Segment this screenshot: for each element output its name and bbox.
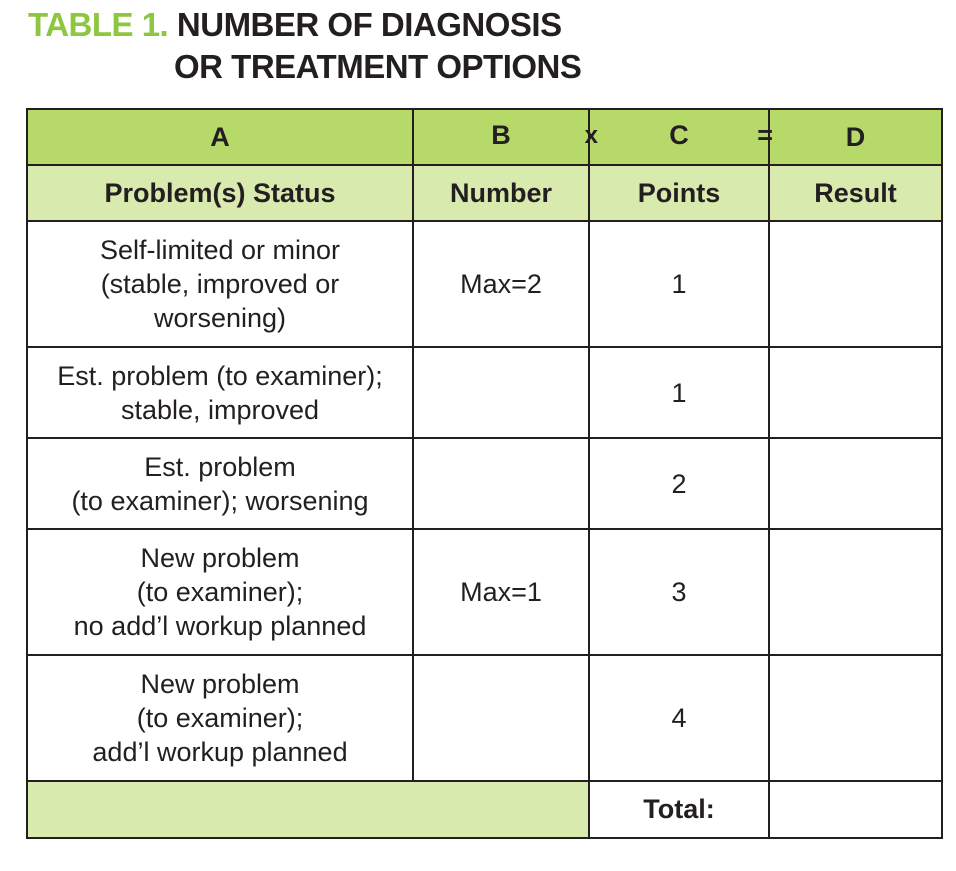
formula-letter-row	[27, 109, 942, 165]
problem-status-cell	[27, 655, 413, 781]
table-row	[27, 529, 942, 655]
result-cell	[769, 347, 942, 438]
total-label: Total:	[589, 781, 769, 838]
letter-a: A	[27, 109, 413, 165]
result-cell	[769, 655, 942, 781]
letter-c-cell	[589, 109, 773, 165]
header-number: Number	[413, 165, 589, 221]
result-cell	[769, 529, 942, 655]
problem-status-cell	[27, 221, 413, 347]
letter-c: C	[669, 120, 689, 150]
number-cell	[413, 347, 589, 438]
table-row	[27, 221, 942, 347]
points-cell: 4	[589, 655, 769, 781]
status-line: (to examiner);	[136, 577, 304, 607]
points-cell: 2	[589, 438, 769, 529]
status-line: Self-limited or minor	[99, 235, 341, 265]
problem-status-cell	[27, 529, 413, 655]
table-row	[27, 438, 942, 529]
result-cell	[769, 438, 942, 529]
total-row-filler	[27, 781, 589, 838]
problem-status-cell	[27, 438, 413, 529]
status-line: (to examiner);	[136, 703, 304, 733]
points-cell: 1	[589, 347, 769, 438]
table-title	[28, 4, 581, 88]
status-line: no add’l workup planned	[73, 611, 367, 641]
column-header-row	[27, 165, 942, 221]
status-line: (stable, improved or	[100, 269, 340, 299]
title-text-line-2: OR TREATMENT OPTIONS	[174, 48, 582, 85]
letter-b-cell	[413, 109, 598, 165]
number-cell	[413, 655, 589, 781]
title-text-line-1: NUMBER OF DIAGNOSIS	[176, 6, 562, 43]
points-cell: 1	[589, 221, 769, 347]
status-line: Est. problem	[144, 451, 296, 482]
problem-status-cell	[27, 347, 413, 438]
status-line: worsening)	[153, 303, 287, 333]
letter-d: D	[769, 109, 942, 165]
multiply-sign: x	[584, 122, 598, 149]
status-line: New problem	[140, 543, 300, 573]
table-row	[27, 347, 942, 438]
number-cell	[413, 438, 589, 529]
status-line: Est. problem (to examiner);	[57, 360, 383, 391]
number-cell: Max=1	[413, 529, 589, 655]
title-line-1	[28, 4, 581, 46]
status-line: add’l workup planned	[92, 737, 348, 767]
number-cell: Max=2	[413, 221, 589, 347]
header-result: Result	[769, 165, 942, 221]
points-cell: 3	[589, 529, 769, 655]
status-line: New problem	[140, 669, 300, 699]
equals-sign: =	[757, 120, 773, 150]
total-row	[27, 781, 942, 838]
status-line: stable, improved	[120, 394, 320, 425]
header-points: Points	[589, 165, 769, 221]
header-problem-status: Problem(s) Status	[27, 165, 413, 221]
result-cell	[769, 221, 942, 347]
status-line: (to examiner); worsening	[71, 485, 369, 516]
table-label: TABLE 1.	[28, 6, 169, 43]
total-value-cell	[769, 781, 942, 838]
table-row	[27, 655, 942, 781]
letter-b: B	[491, 120, 511, 150]
diagnosis-options-table	[26, 108, 943, 839]
